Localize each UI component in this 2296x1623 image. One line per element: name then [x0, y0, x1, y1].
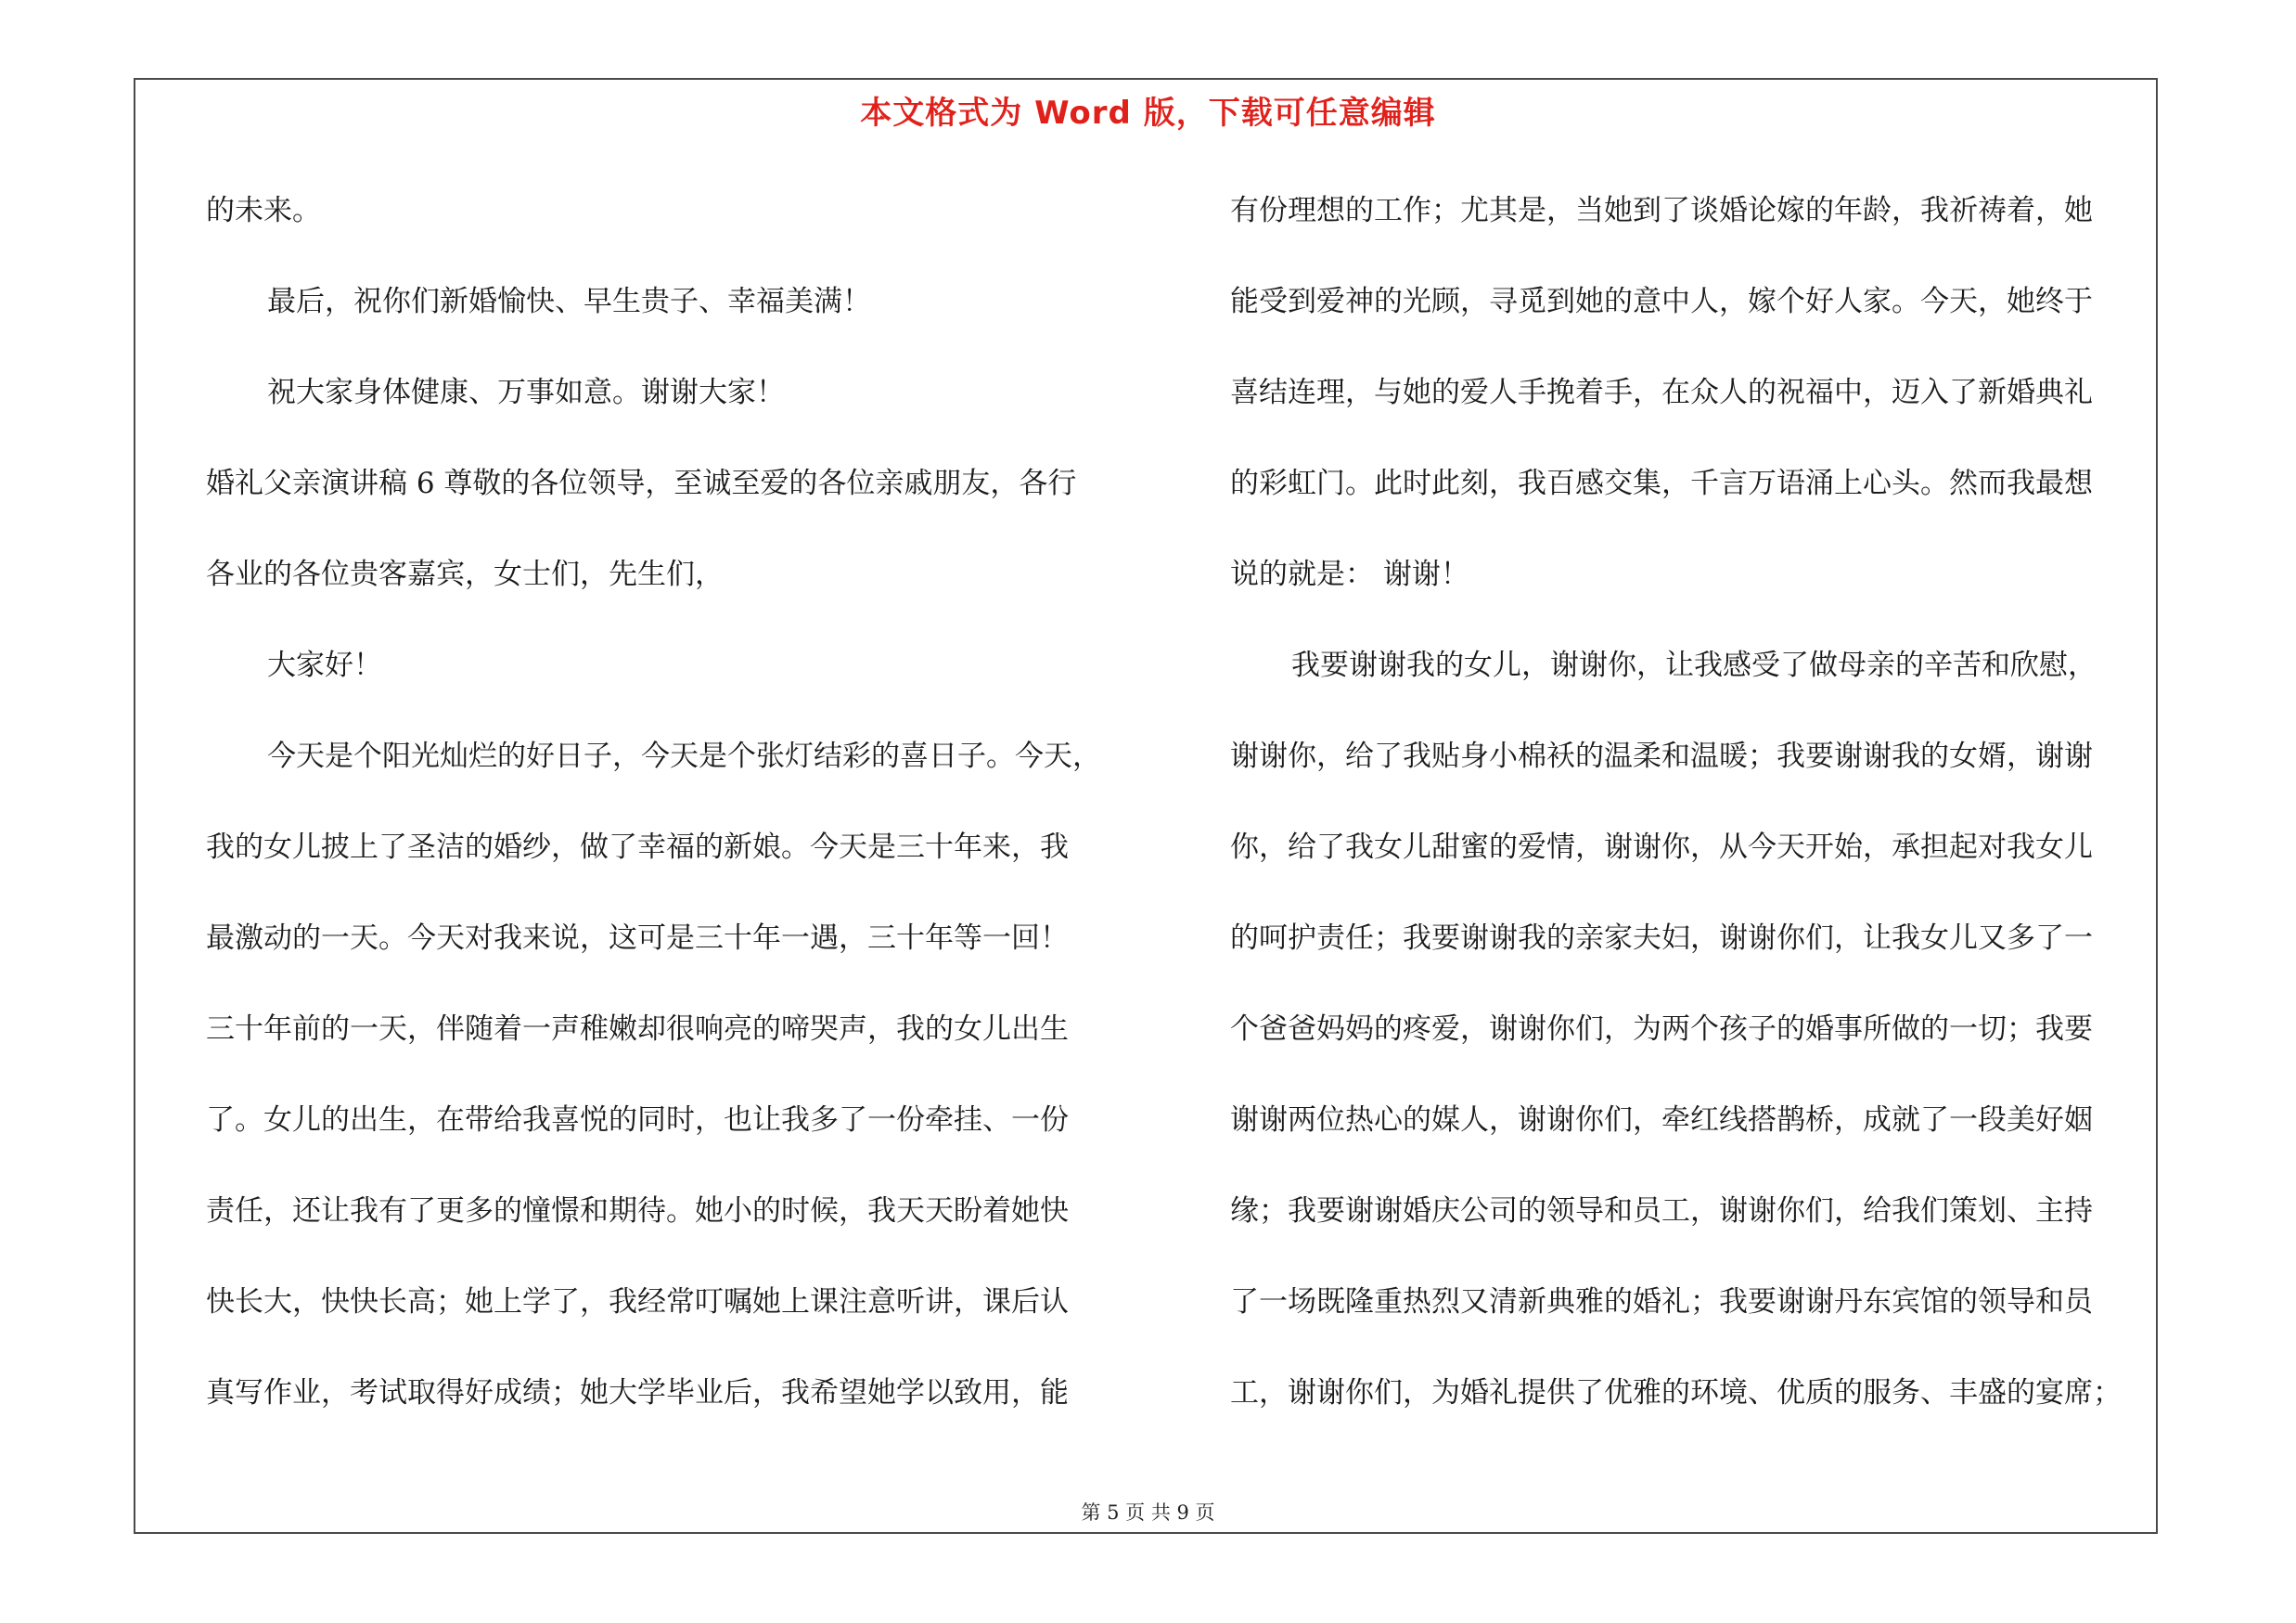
- text-line: 大家好！: [267, 649, 382, 682]
- text-line: 真写作业，考试取得好成绩；她大学毕业后，我希望她学以致用，能: [206, 1376, 1069, 1410]
- text-line: 我要谢谢我的女儿，谢谢你，让我感受了做母亲的辛苦和欣慰，: [1291, 649, 2097, 682]
- text-line: 祝大家身体健康、万事如意。谢谢大家！: [267, 376, 785, 409]
- page-footer: 第 5 页 共 9 页: [1081, 1501, 1215, 1524]
- text-line: 三十年前的一天，伴随着一声稚嫩却很响亮的啼哭声，我的女儿出生: [206, 1012, 1069, 1046]
- right-column: [1230, 182, 2158, 1455]
- text-line: 你，给了我女儿甜蜜的爱情，谢谢你，从今天开始，承担起对我女儿: [1230, 831, 2093, 864]
- text-line: 的呵护责任；我要谢谢我的亲家夫妇，谢谢你们，让我女儿又多了一: [1230, 921, 2093, 955]
- text-line: 责任，还让我有了更多的憧憬和期待。她小的时候，我天天盼着她快: [206, 1194, 1069, 1228]
- text-line: 今天是个阳光灿烂的好日子，今天是个张灯结彩的喜日子。今天，: [267, 740, 1101, 773]
- text-line: 谢谢两位热心的媒人，谢谢你们，牵红线搭鹊桥，成就了一段美好姻: [1230, 1103, 2093, 1137]
- text-line: 了一场既隆重热烈又清新典雅的婚礼；我要谢谢丹东宾馆的领导和员: [1230, 1285, 2093, 1319]
- text-line: 的彩虹门。此时此刻，我百感交集，千言万语涌上心头。然而我最想: [1230, 467, 2093, 500]
- left-column: [206, 182, 1143, 1455]
- text-line: 我的女儿披上了圣洁的婚纱，做了幸福的新娘。今天是三十年来，我: [206, 831, 1069, 864]
- text-line: 个爸爸妈妈的疼爱，谢谢你们，为两个孩子的婚事所做的一切；我要: [1230, 1012, 2093, 1046]
- text-line: 缘；我要谢谢婚庆公司的领导和员工，谢谢你们，给我们策划、主持: [1230, 1194, 2093, 1228]
- text-line: 说的就是： 谢谢！: [1230, 558, 1469, 591]
- text-line: 了。女儿的出生，在带给我喜悦的同时，也让我多了一份牵挂、一份: [206, 1103, 1069, 1137]
- text-line: 喜结连理，与她的爱人手挽着手，在众人的祝福中，迈入了新婚典礼: [1230, 376, 2093, 409]
- text-line: 工，谢谢你们，为婚礼提供了优雅的环境、优质的服务、丰盛的宴席；: [1230, 1376, 2122, 1410]
- text-line: 谢谢你，给了我贴身小棉袄的温柔和温暖；我要谢谢我的女婿，谢谢: [1230, 740, 2093, 773]
- text-line: 最激动的一天。今天对我来说，这可是三十年一遇，三十年等一回！: [206, 921, 1069, 955]
- format-banner: 本文格式为 Word 版，下载可任意编辑: [860, 95, 1436, 132]
- text-line: 各业的各位贵客嘉宾，女士们，先生们，: [206, 558, 724, 591]
- text-line: 婚礼父亲演讲稿 6 尊敬的各位领导，至诚至爱的各位亲戚朋友，各行: [206, 467, 1077, 500]
- text-line: 最后，祝你们新婚愉快、早生贵子、幸福美满！: [267, 285, 871, 318]
- text-line: 的未来。: [206, 194, 321, 227]
- text-line: 有份理想的工作；尤其是，当她到了谈婚论嫁的年龄，我祈祷着，她: [1230, 194, 2093, 227]
- text-line: 快长大，快快长高；她上学了，我经常叮嘱她上课注意听讲，课后认: [206, 1285, 1069, 1319]
- text-line: 能受到爱神的光顾，寻觅到她的意中人，嫁个好人家。今天，她终于: [1230, 285, 2093, 318]
